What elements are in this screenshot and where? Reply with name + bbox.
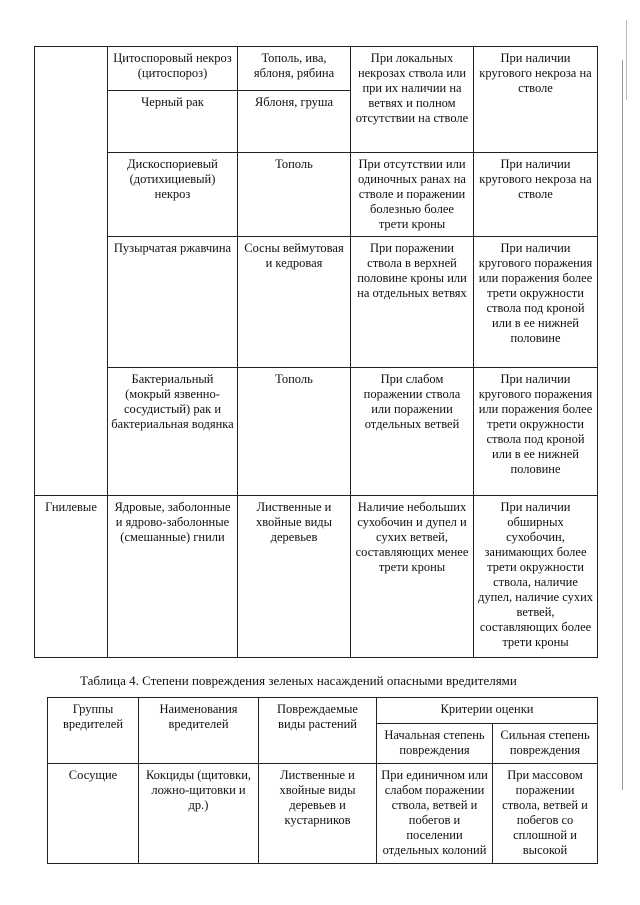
disease-name-cell: Черный рак (108, 91, 238, 153)
initial-damage-cell: При локальных некрозах ствола или при их наличии на ветвях и полном отсутствии на стволе (351, 47, 474, 153)
header-pest-name: Наименования вредителей (139, 698, 259, 764)
plant-species-cell: Тополь (238, 368, 351, 496)
disease-group-cell: Гнилевые (35, 496, 108, 658)
plant-disease-table (34, 46, 598, 658)
disease-name-cell: Пузырчатая ржавчина (108, 237, 238, 368)
pest-name-cell: Кокциды (щитовки, ложно-щитовки и др.) (139, 764, 259, 864)
plant-species-cell: Сосны веймутовая и кедровая (238, 237, 351, 368)
severe-damage-cell: При наличии обширных сухобочин, занимающих более трети окружности ствола, наличие дупел, наличие сухих ветвей, составляющих более трети кроны (474, 496, 598, 658)
table-row (48, 764, 598, 864)
scan-edge-line (626, 20, 627, 100)
pest-group-cell: Сосущие (48, 764, 139, 864)
plant-species-cell: Яблоня, груша (238, 91, 351, 153)
disease-name-cell: Цитоспоровый некроз (цитоспороз) (108, 47, 238, 91)
plant-species-cell: Тополь (238, 153, 351, 237)
header-initial-damage: Начальная степень повреждения (377, 724, 493, 764)
table-row (35, 153, 598, 237)
disease-name-cell: Бактериальный (мокрый язвенно-сосудистый) рак и бактериальная водянка (108, 368, 238, 496)
initial-damage-cell: При единичном или слабом поражении ствола, ветвей и побегов и поселении отдельных колоний (377, 764, 493, 864)
severe-damage-cell: При наличии кругового некроза на стволе (474, 47, 598, 153)
header-severe-damage: Сильная степень повреждения (493, 724, 598, 764)
header-pest-group: Группы вредителей (48, 698, 139, 764)
table-row (35, 496, 598, 658)
disease-group-cell (35, 47, 108, 496)
header-criteria: Критерии оценки (377, 698, 598, 724)
initial-damage-cell: При поражении ствола в верхней половине кроны или на отдельных ветвях (351, 237, 474, 368)
scan-edge-line (622, 60, 623, 790)
plant-species-cell: Тополь, ива, яблоня, рябина (238, 47, 351, 91)
severe-damage-cell: При наличии кругового поражения или поражения более трети окружности ствола под кроной или в ее нижней половине (474, 368, 598, 496)
initial-damage-cell: При отсутствии или одиночных ранах на стволе и поражении болезнью более трети кроны (351, 153, 474, 237)
plant-species-cell: Лиственные и хвойные виды деревьев и кустарников (259, 764, 377, 864)
plant-species-cell: Лиственные и хвойные виды деревьев (238, 496, 351, 658)
header-plant-species: Повреждаемые виды растений (259, 698, 377, 764)
table-row (35, 368, 598, 496)
severe-damage-cell: При наличии кругового поражения или поражения более трети окружности ствола под кроной или в ее нижней половине (474, 237, 598, 368)
initial-damage-cell: Наличие небольших сухобочин и дупел и сухих ветвей, составляющих менее трети кроны (351, 496, 474, 658)
table-header-row (48, 698, 598, 724)
table-caption: Таблица 4. Степени повреждения зеленых насаждений опасными вредителями (80, 673, 517, 688)
initial-damage-cell: При слабом поражении ствола или поражении отдельных ветвей (351, 368, 474, 496)
severe-damage-cell: При наличии кругового некроза на стволе (474, 153, 598, 237)
severe-damage-cell: При массовом поражении ствола, ветвей и побегов со сплошной и высокой (493, 764, 598, 864)
table-row (35, 237, 598, 368)
table-row (35, 47, 598, 91)
disease-name-cell: Дискоспориевый (дотихициевый) некроз (108, 153, 238, 237)
pest-damage-table (47, 697, 598, 864)
disease-name-cell: Ядровые, заболонные и ядрово-заболонные (смешанные) гнили (108, 496, 238, 658)
